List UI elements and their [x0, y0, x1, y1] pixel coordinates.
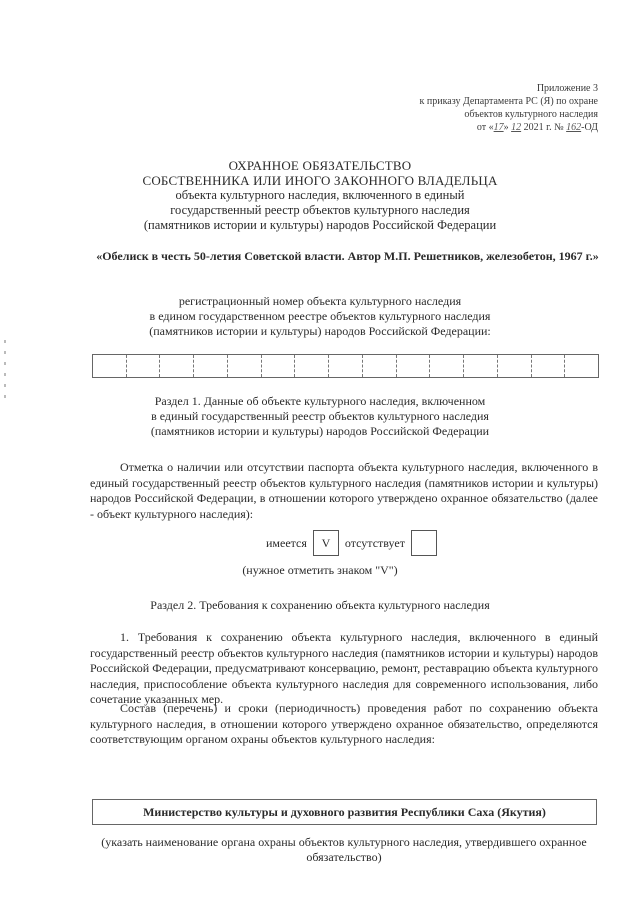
requirements-paragraph: 1. Требования к сохранению объекта культурного наследия, включенного в единый государственный реестр объектов культурного наследия (памятников истории и культуры) народов Российской Федерации, предусматривают консервацию, ремонт, реставрацию объекта культурного наследия, приспособление объекта культурного наследия для современного использования, либо сочетание указанных мер.	[90, 630, 598, 706]
appendix-date-line: от «17» 12 2021 г. № 162-ОД	[476, 122, 598, 133]
registration-caption-line-2: в едином государственном реестре объектов культурного наследия	[149, 309, 491, 323]
passport-absent-label: отсутствует	[344, 535, 405, 550]
section-1-line-1: Раздел 1. Данные об объекте культурного наследия, включенном	[154, 394, 486, 408]
registration-digit-box[interactable]	[93, 355, 127, 377]
title-line-3: объекта культурного наследия, включенного в единый	[175, 188, 465, 202]
date-day: 17	[493, 122, 504, 133]
registration-caption-line-3: (памятников истории и культуры) народов Российской Федерации:	[149, 324, 491, 338]
registration-digit-box[interactable]	[565, 355, 598, 377]
passport-checkbox-row	[266, 530, 443, 556]
passport-note: (нужное отметить знаком "V")	[242, 563, 398, 577]
title-line-1: ОХРАННОЕ ОБЯЗАТЕЛЬСТВО	[228, 158, 412, 173]
order-number: 162	[566, 122, 582, 133]
registration-caption	[0, 294, 640, 339]
registration-digit-box[interactable]	[363, 355, 397, 377]
document-title	[0, 158, 640, 233]
passport-exists-label: имеется	[266, 535, 307, 550]
appendix-number: Приложение 3	[536, 83, 598, 94]
registration-digit-box[interactable]	[160, 355, 194, 377]
registration-digit-box[interactable]	[498, 355, 532, 377]
registration-number-boxes[interactable]	[92, 354, 599, 378]
appendix-reference	[338, 82, 598, 134]
passport-exists-checkbox[interactable]: V	[313, 530, 339, 556]
registration-caption-line-1: регистрационный номер объекта культурного наследия	[178, 294, 462, 308]
section-1-line-3: (памятников истории и культуры) народов Российской Федерации	[150, 424, 490, 438]
section-1-heading	[0, 394, 640, 439]
title-line-2: СОБСТВЕННИКА ИЛИ ИНОГО ЗАКОННОГО ВЛАДЕЛЬЦА	[142, 173, 498, 188]
registration-digit-box[interactable]	[194, 355, 228, 377]
title-line-5: (памятников истории и культуры) народов Российской Федерации	[143, 218, 497, 232]
title-line-4: государственный реестр объектов культурного наследия	[170, 203, 470, 217]
registration-digit-box[interactable]	[464, 355, 498, 377]
passport-paragraph: Отметка о наличии или отсутствии паспорта объекта культурного наследия, включенного в единый государственный реестр объектов культурного наследия (памятников истории и культуры) народов Российской Федерации, в отношении которого утверждено охранное обязательство (далее - объект культурного наследия):	[90, 460, 598, 521]
appendix-order-subject: объектов культурного наследия	[464, 109, 598, 120]
registration-digit-box[interactable]	[430, 355, 464, 377]
date-month: 12	[511, 122, 522, 133]
registration-digit-box[interactable]	[295, 355, 329, 377]
section-2-heading: Раздел 2. Требования к сохранению объекта культурного наследия	[150, 598, 490, 612]
heritage-object-name: «Обелиск в честь 50-летия Советской власти. Автор М.П. Решетников, железобетон, 1967 г.»	[96, 249, 599, 263]
registration-digit-box[interactable]	[532, 355, 566, 377]
appendix-order: к приказу Департамента РС (Я) по охране	[419, 96, 598, 107]
composition-paragraph: Состав (перечень) и сроки (периодичность) проведения работ по сохранению объекта культурного наследия, в отношении которого утверждено охранное обязательство, определяются соответствующим органом охраны объектов культурного наследия:	[90, 701, 598, 746]
authority-name-field[interactable]: Министерство культуры и духовного развития Республики Саха (Якутия)	[92, 799, 597, 825]
registration-digit-box[interactable]	[127, 355, 161, 377]
passport-absent-checkbox[interactable]	[411, 530, 437, 556]
authority-note: (указать наименование органа охраны объектов культурного наследия, утвердившего охранное обязательство)	[101, 835, 587, 864]
registration-digit-box[interactable]	[329, 355, 363, 377]
registration-digit-box[interactable]	[228, 355, 262, 377]
registration-digit-box[interactable]	[397, 355, 431, 377]
registration-digit-box[interactable]	[262, 355, 296, 377]
section-1-line-2: в единый государственный реестр объектов культурного наследия	[151, 409, 489, 423]
